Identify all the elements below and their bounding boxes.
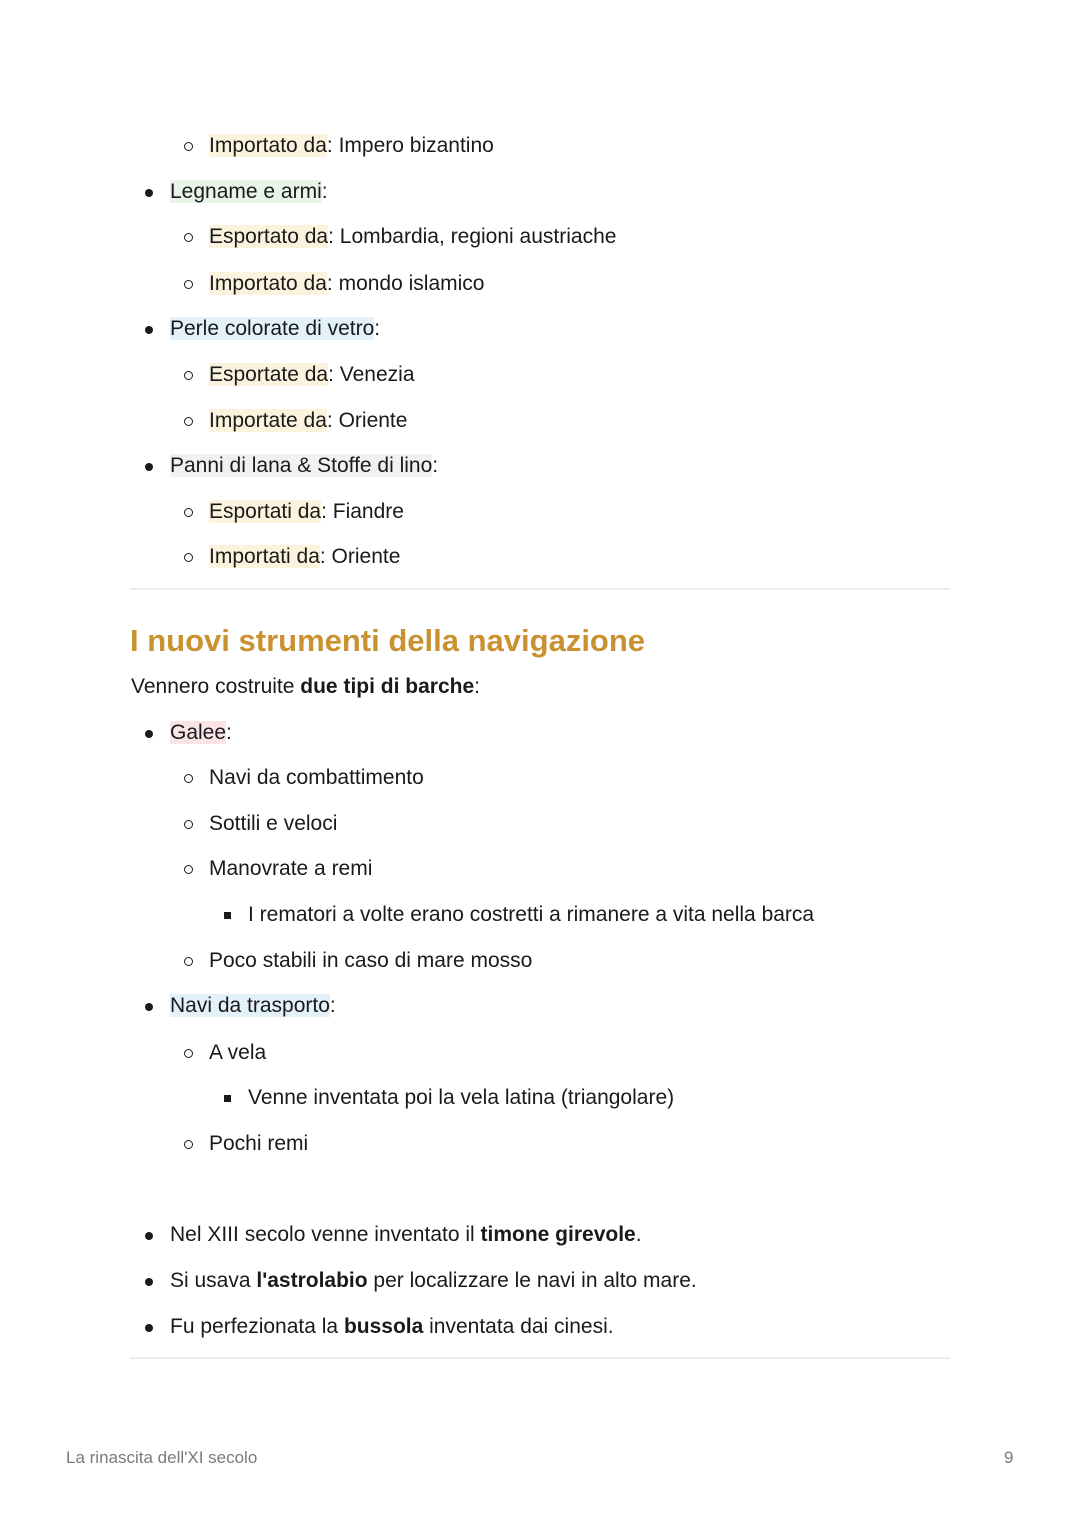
list-item: Si usava l'astrolabio per localizzare le navi in alto mare. [170, 1267, 697, 1295]
list-item: A vela [209, 1039, 266, 1067]
list-item: Navi da combattimento [209, 764, 424, 792]
hollow-bullet-icon [184, 1140, 193, 1149]
hollow-bullet-icon [184, 233, 193, 242]
list-item: Esportate da: Venezia [209, 361, 415, 389]
list-item: Poco stabili in caso di mare mosso [209, 947, 532, 975]
hollow-bullet-icon [184, 371, 193, 380]
hollow-bullet-icon [184, 280, 193, 289]
list-item: Nel XIII secolo venne inventato il timone girevole. [170, 1221, 642, 1249]
bullet-icon [145, 1232, 153, 1240]
list-item: Importato da: Impero bizantino [209, 132, 494, 160]
list-item: Esportati da: Fiandre [209, 498, 404, 526]
list-item: Legname e armi: [170, 178, 328, 206]
list-item: Importato da: mondo islamico [209, 270, 484, 298]
bullet-icon [145, 730, 153, 738]
hollow-bullet-icon [184, 553, 193, 562]
list-item: I rematori a volte erano costretti a rimanere a vita nella barca [248, 901, 814, 929]
square-bullet-icon [224, 1095, 231, 1102]
list-item: Venne inventata poi la vela latina (triangolare) [248, 1084, 674, 1112]
list-item: Importati da: Oriente [209, 543, 400, 571]
hollow-bullet-icon [184, 1049, 193, 1058]
square-bullet-icon [224, 912, 231, 919]
list-item: Fu perfezionata la bussola inventata dai cinesi. [170, 1313, 614, 1341]
bullet-icon [145, 1003, 153, 1011]
list-item: Pochi remi [209, 1130, 308, 1158]
list-item: Importate da: Oriente [209, 407, 407, 435]
bullet-icon [145, 1324, 153, 1332]
hollow-bullet-icon [184, 865, 193, 874]
list-item: Manovrate a remi [209, 855, 372, 883]
hollow-bullet-icon [184, 142, 193, 151]
divider [130, 588, 950, 590]
footer-title: La rinascita dell'XI secolo [66, 1448, 258, 1467]
hollow-bullet-icon [184, 820, 193, 829]
bullet-icon [145, 326, 153, 334]
section-intro: Vennero costruite due tipi di barche: [131, 675, 480, 698]
hollow-bullet-icon [184, 774, 193, 783]
list-item: Panni di lana & Stoffe di lino: [170, 452, 438, 480]
bullet-icon [145, 463, 153, 471]
bullet-icon [145, 1278, 153, 1286]
page-number: 9 [1004, 1448, 1014, 1467]
list-item: Sottili e veloci [209, 810, 337, 838]
hollow-bullet-icon [184, 508, 193, 517]
list-item-navi: Navi da trasporto: [170, 992, 336, 1020]
bullet-icon [145, 189, 153, 197]
list-item-galee: Galee: [170, 719, 232, 747]
list-item: Esportato da: Lombardia, regioni austriache [209, 223, 616, 251]
hollow-bullet-icon [184, 417, 193, 426]
list-item: Perle colorate di vetro: [170, 315, 380, 343]
section-heading: I nuovi strumenti della navigazione [130, 623, 646, 658]
hollow-bullet-icon [184, 957, 193, 966]
divider [130, 1357, 950, 1359]
